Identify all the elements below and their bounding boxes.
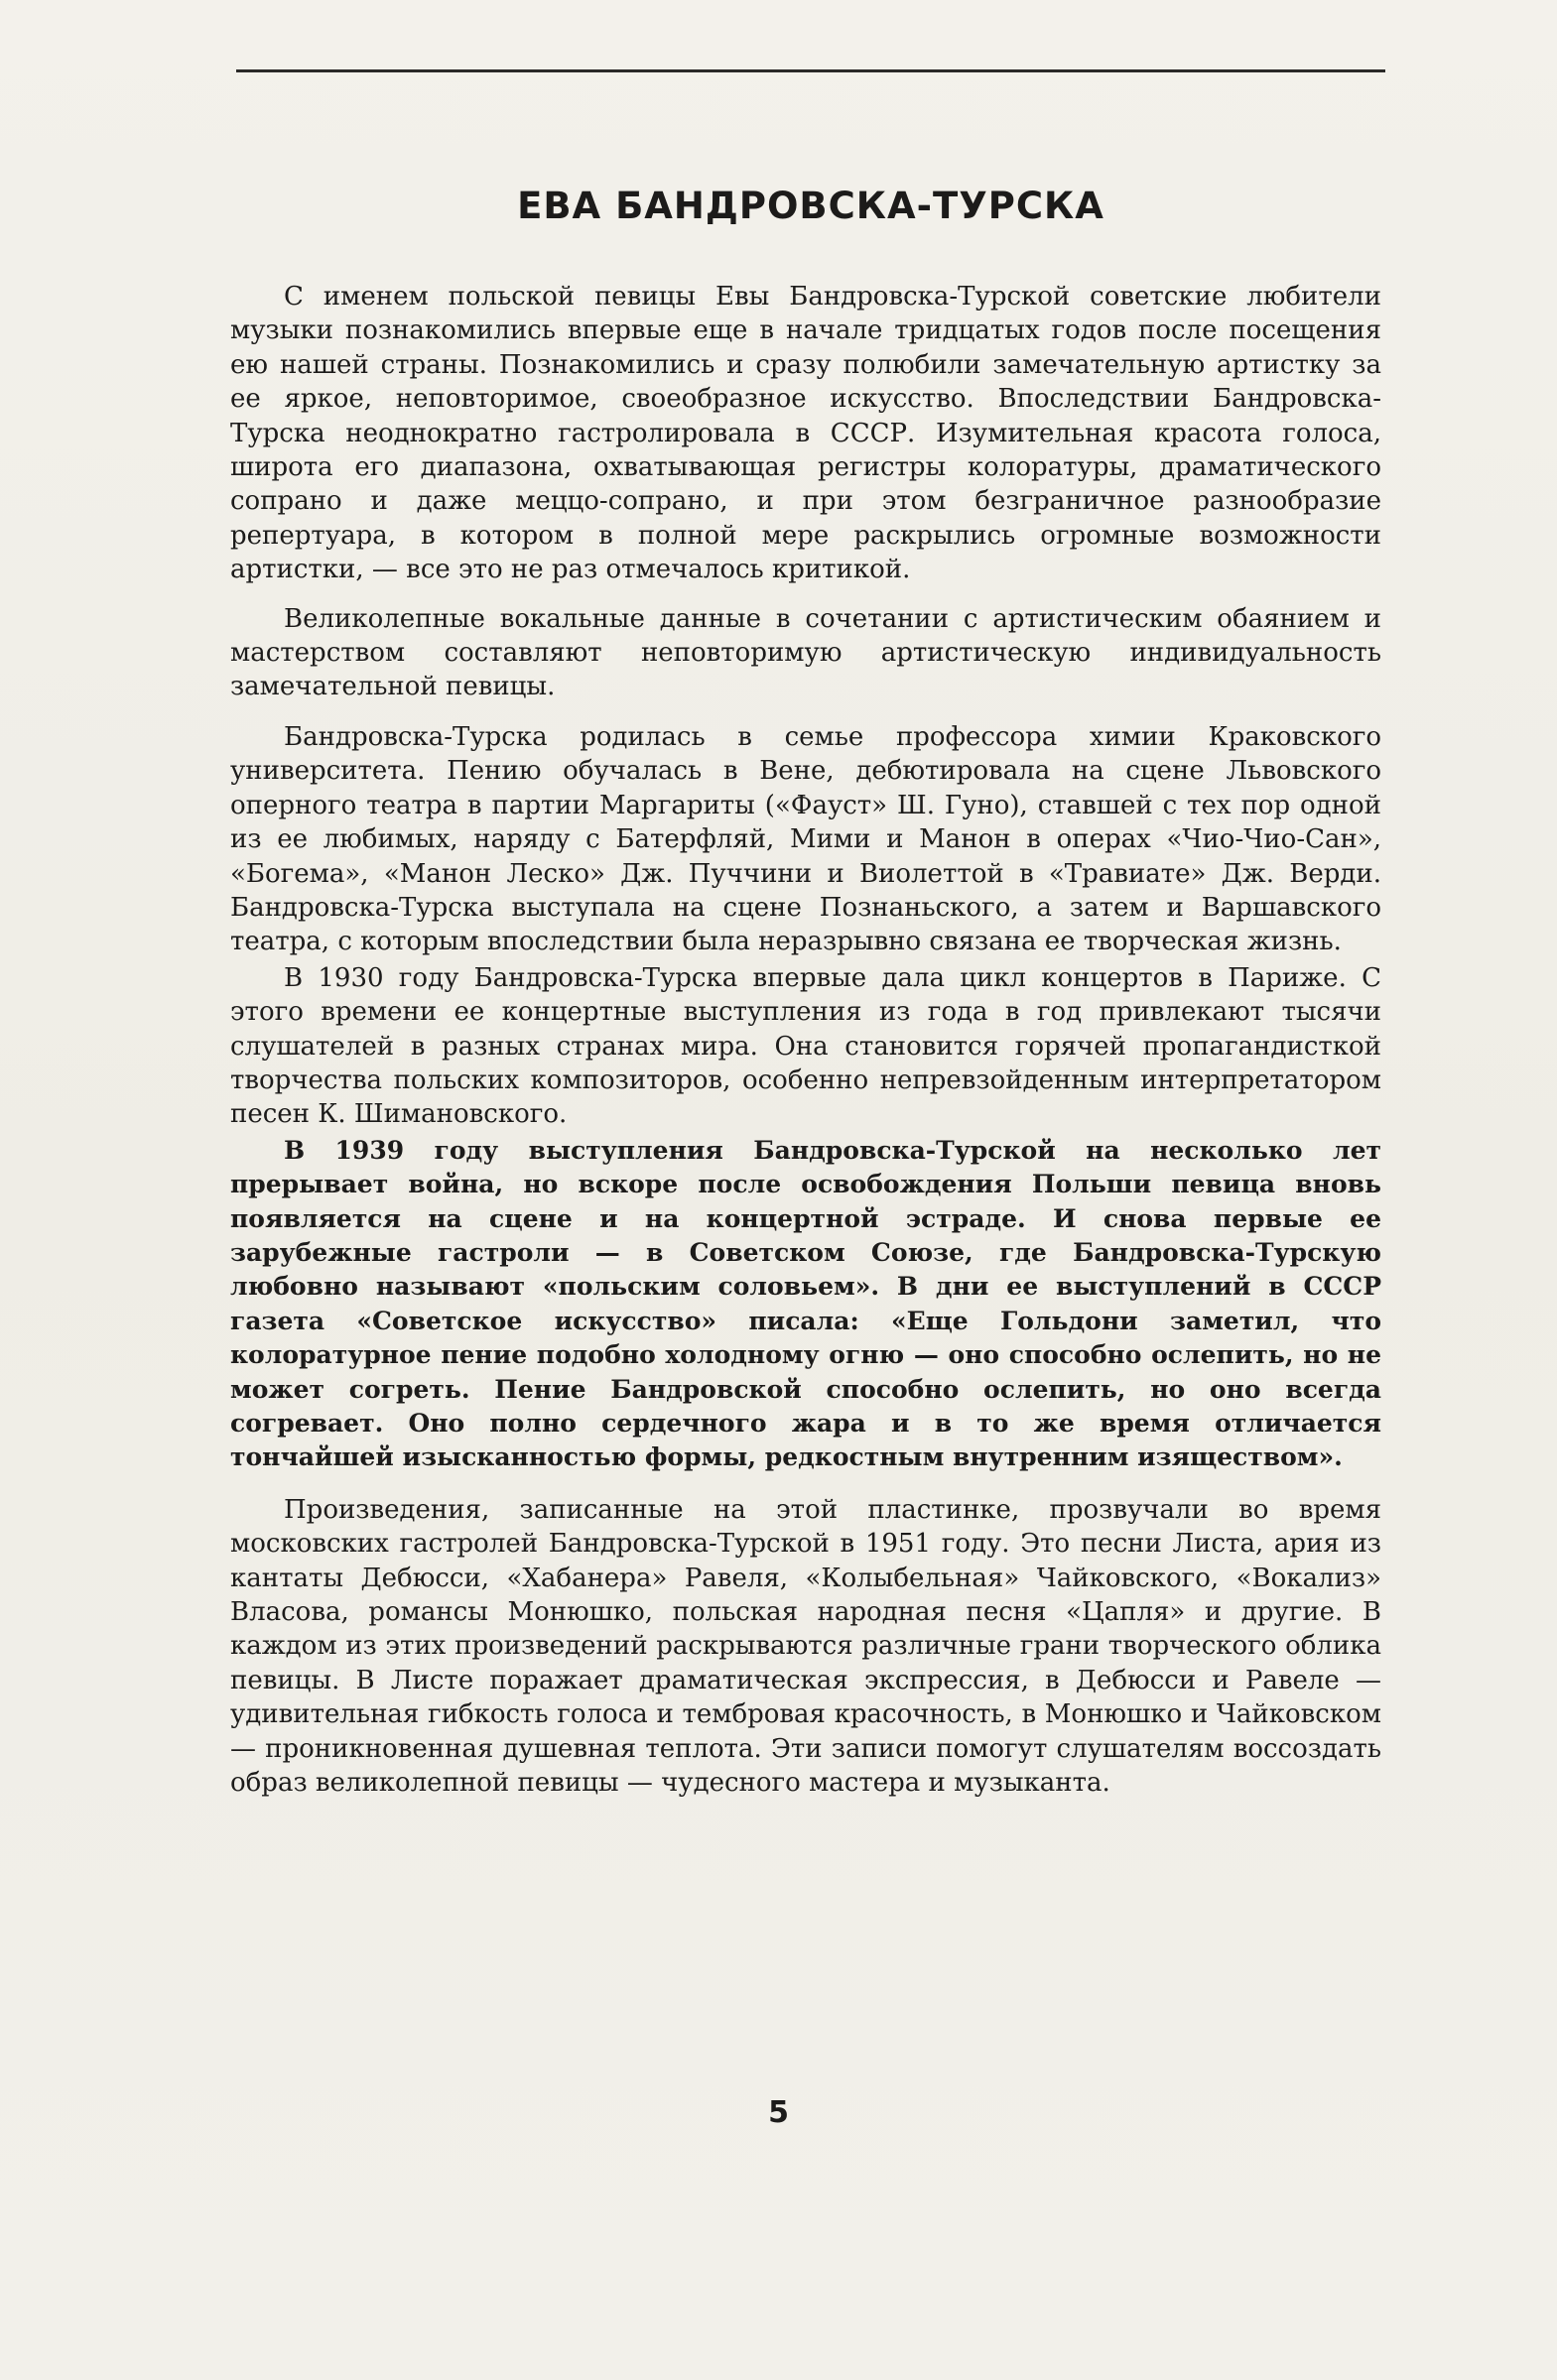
paragraph-2: Великолепные вокальные данные в сочетании с артистическим обаянием и мастерством составляют неповторимую артистическую индивидуальность замечательной певицы.	[230, 603, 1381, 702]
paragraph-3: Бандровска-Турска родилась в семье профессора химии Краковского университета. Пению обучалась в Вене, дебютировала на сцене Львовского оперного театра в партии Маргариты («Фауст» Ш. Гуно), ставшей с тех пор одной из ее любимых, наряду с Батерфляй, Мими и Манон в операх «Чио-Чио-Сан», «Богема», «Манон Леско» Дж. Пуччини и Виолеттой в «Травиате» Дж. Верди. Бандровска-Турска выступала на сцене Познаньского, а затем и Варшавского театра, с которым впоследствии была неразрывно связана ее творческая жизнь.	[230, 721, 1381, 957]
top-rule	[236, 69, 1385, 72]
paragraph-5: В 1939 году выступления Бандровска-Турской на несколько лет прерывает война, но вскоре после освобождения Польши певица вновь появляется на сцене и на концертной эстраде. И снова первые ее зарубежные гастроли — в Советском Союзе, где Бандровска-Турскую любовно называют «польским соловьем». В дни ее выступлений в СССР газета «Советское искусство» писала: «Еще Гольдони заметил, что колоратурное пение подобно холодному огню — оно способно ослепить, но не может согреть. Пение Бандровской способно ослепить, но оно всегда согревает. Оно полно сердечного жара и в то же время отличается тончайшей изысканностью формы, редкостным внутренним изяществом».	[230, 1135, 1381, 1472]
page-number: 5	[768, 2095, 789, 2130]
paragraph-4: В 1930 году Бандровска-Турска впервые дала цикл концертов в Париже. С этого времени ее концертные выступления из года в год привлекают тысячи слушателей в разных странах мира. Она становится горячей пропагандисткой творчества польских композиторов, особенно непревзойденным интерпретатором песен К. Шимановского.	[230, 962, 1381, 1130]
page-title: ЕВА БАНДРОВСКА-ТУРСКА	[517, 185, 1104, 227]
paragraph-1: С именем польской певицы Евы Бандровска-Турской советские любители музыки познакомились впервые еще в начале тридцатых годов после посещения ею нашей страны. Познакомились и сразу полюбили замечательную артистку за ее яркое, неповторимое, своеобразное искусство. Впоследствии Бандровска-Турска неоднократно гастролировала в СССР. Изумительная красота голоса, широта его диапазона, охватывающая регистры колоратуры, драматического сопрано и даже меццо-сопрано, и при этом безграничное разнообразие репертуара, в котором в полной мере раскрылись огромные возможности артистки, — все это не раз отмечалось критикой.	[230, 282, 1381, 585]
paragraph-6: Произведения, записанные на этой пластинке, прозвучали во время московских гастролей Бандровска-Турской в 1951 году. Это песни Листа, ария из кантаты Дебюсси, «Хабанера» Равеля, «Колыбельная» Чайковского, «Вокализ» Власова, романсы Монюшко, польская народная песня «Цапля» и другие. В каждом из этих произведений раскрываются различные грани творческого облика певицы. В Листе поражает драматическая экспрессия, в Дебюсси и Равеле — удивительная гибкость голоса и тембровая красочность, в Монюшко и Чайковском — проникновенная душевная теплота. Эти записи помогут слушателям воссоздать образ великолепной певицы — чудесного мастера и музыканта.	[230, 1494, 1381, 1799]
body-text	[230, 280, 1381, 1800]
